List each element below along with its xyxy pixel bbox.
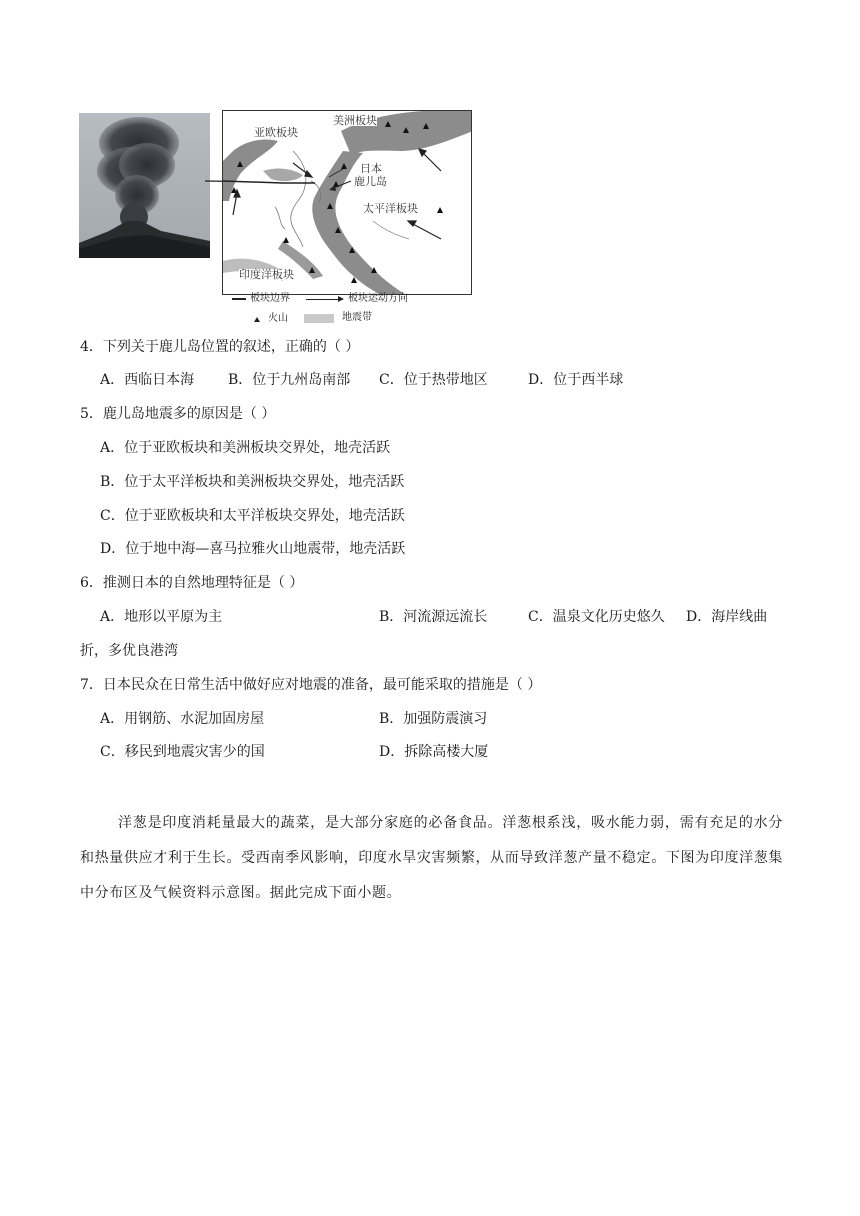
question-4-stem: 4．下列关于鹿儿岛位置的叙述，正确的（ ）	[80, 339, 360, 355]
legend-plate-motion: 板块运动方向	[348, 293, 408, 304]
q6-option-d-continued: 折，多优良港湾	[80, 643, 178, 659]
plate-boundary-symbol	[232, 298, 246, 300]
q6-option-b: B．河流源远流长	[379, 609, 488, 625]
q4-option-d: D．位于西半球	[528, 372, 624, 388]
label-pacific-plate: 太平洋板块	[363, 202, 418, 215]
label-indian-plate: 印度洋板块	[239, 268, 294, 281]
label-american-plate: 美洲板块	[333, 114, 377, 127]
q7-option-a: A．用钢筋、水泥加固房屋	[100, 711, 265, 727]
q7-option-b: B．加强防震演习	[379, 711, 488, 727]
legend-volcano: 火山	[268, 313, 288, 324]
plate-map	[222, 110, 472, 295]
legend-earthquake-zone: 地震带	[342, 312, 372, 323]
volcano-eruption-photo	[79, 113, 210, 258]
q6-option-d: D．海岸线曲	[686, 609, 768, 625]
q7-option-c: C．移民到地震灾害少的国	[100, 744, 265, 760]
question-7-stem: 7．日本民众在日常生活中做好应对地震的准备，最可能采取的措施是（ ）	[80, 677, 542, 693]
onion-passage: 洋葱是印度消耗量最大的蔬菜，是大部分家庭的必备食品。洋葱根系浅，吸水能力弱，需有充足的水分和热量供应才利于生长。受西南季风影响，印度水旱灾害频繁，从而导致洋葱产量不稳定。下图为印度洋葱集中分布区及气候资料示意图。据此完成下面小题。	[80, 815, 783, 901]
q4-option-c: C．位于热带地区	[379, 372, 488, 388]
volcano-icon	[254, 317, 260, 322]
legend-plate-boundary: 板块边界	[250, 293, 290, 304]
q4-option-b: B．位于九州岛南部	[228, 372, 351, 388]
map-legend	[232, 293, 472, 327]
q6-option-c: C．温泉文化历史悠久	[528, 609, 665, 625]
q7-option-d: D．拆除高楼大厦	[379, 744, 489, 760]
earthquake-zone-swatch	[304, 314, 334, 323]
label-eurasian-plate: 亚欧板块	[254, 126, 298, 139]
q5-option-b: B．位于太平洋板块和美洲板块交界处，地壳活跃	[100, 474, 405, 490]
q5-option-a: A．位于亚欧板块和美洲板块交界处，地壳活跃	[100, 440, 391, 456]
plate-motion-arrow-icon	[306, 296, 344, 302]
q4-option-a: A．西临日本海	[100, 372, 195, 388]
label-kagoshima: 鹿儿岛	[354, 175, 387, 188]
question-5-stem: 5．鹿儿岛地震多的原因是（ ）	[80, 406, 276, 422]
q6-option-a: A．地形以平原为主	[100, 609, 223, 625]
label-japan: 日本	[360, 162, 382, 175]
q5-option-d: D．位于地中海—喜马拉雅火山地震带，地壳活跃	[100, 541, 406, 557]
q5-option-c: C．位于亚欧板块和太平洋板块交界处，地壳活跃	[100, 508, 405, 524]
question-6-stem: 6．推测日本的自然地理特征是（ ）	[80, 575, 304, 591]
